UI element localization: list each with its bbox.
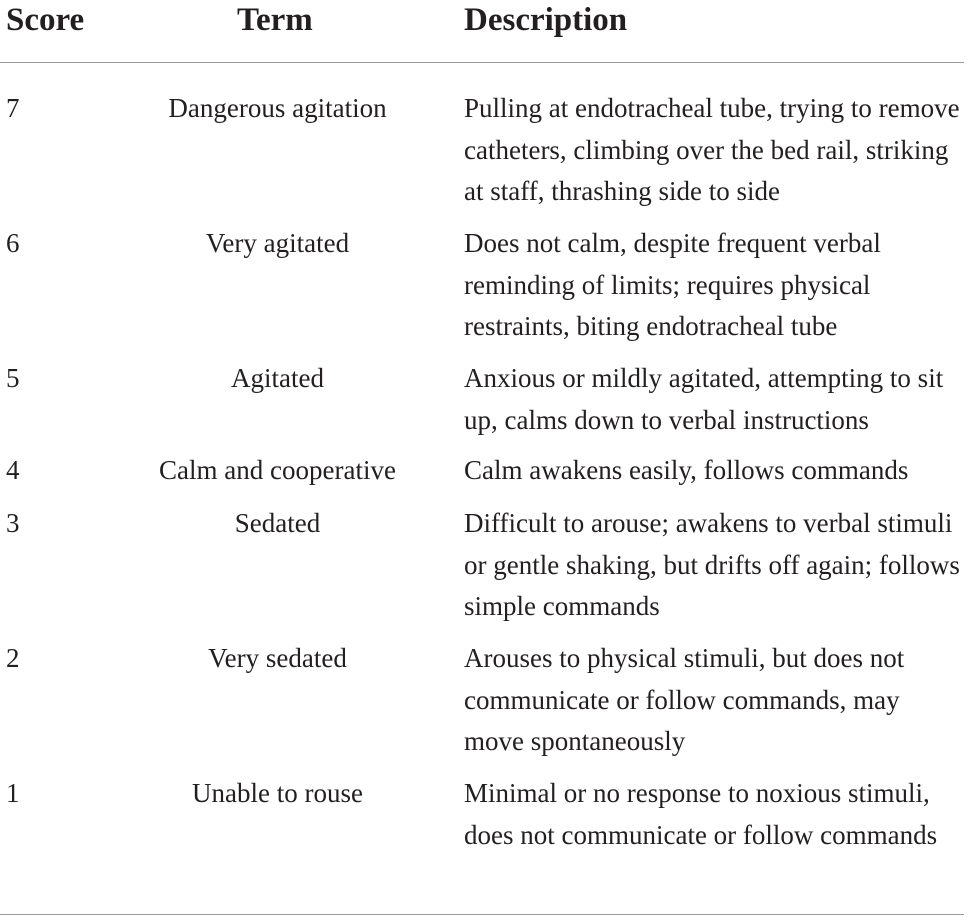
score-cell: 5 bbox=[6, 363, 20, 393]
term-cell: Agitated bbox=[231, 363, 324, 393]
score-cell: 3 bbox=[6, 508, 20, 538]
description-cell: Anxious or mildly agitated, attempting to sit up, calms down to verbal instructions bbox=[464, 363, 944, 435]
score-cell: 2 bbox=[6, 643, 20, 673]
bottom-rule bbox=[0, 914, 964, 915]
description-cell: Difficult to arouse; awakens to verbal stimuli or gentle shaking, but drifts off again; follows simple commands bbox=[464, 508, 960, 621]
term-cell: Very sedated bbox=[208, 643, 347, 673]
term-cell: Calm and cooperative bbox=[159, 455, 396, 485]
term-cell: Dangerous agitation bbox=[168, 93, 387, 123]
header-description: Description bbox=[464, 2, 628, 38]
table-header bbox=[0, 0, 964, 63]
description-cell: Does not calm, despite frequent verbal reminding of limits; requires physical restraints, biting endotracheal tube bbox=[464, 228, 881, 341]
description-cell: Pulling at endotracheal tube, trying to remove catheters, climbing over the bed rail, striking at staff, thrashing side to side bbox=[464, 93, 960, 206]
header-term: Term bbox=[237, 2, 313, 38]
score-cell: 4 bbox=[6, 455, 20, 485]
term-cell: Sedated bbox=[234, 508, 321, 538]
score-cell: 7 bbox=[6, 93, 20, 123]
description-cell: Minimal or no response to noxious stimuli, does not communicate or follow commands bbox=[464, 778, 938, 850]
description-cell: Calm awakens easily, follows commands bbox=[464, 455, 909, 485]
score-cell: 1 bbox=[6, 778, 20, 808]
term-cell: Unable to rouse bbox=[192, 778, 363, 808]
term-cell: Very agitated bbox=[205, 228, 350, 258]
description-cell: Arouses to physical stimuli, but does not communicate or follow commands, may move spontaneously bbox=[464, 643, 905, 756]
header-score: Score bbox=[6, 2, 85, 38]
score-cell: 6 bbox=[6, 228, 20, 258]
